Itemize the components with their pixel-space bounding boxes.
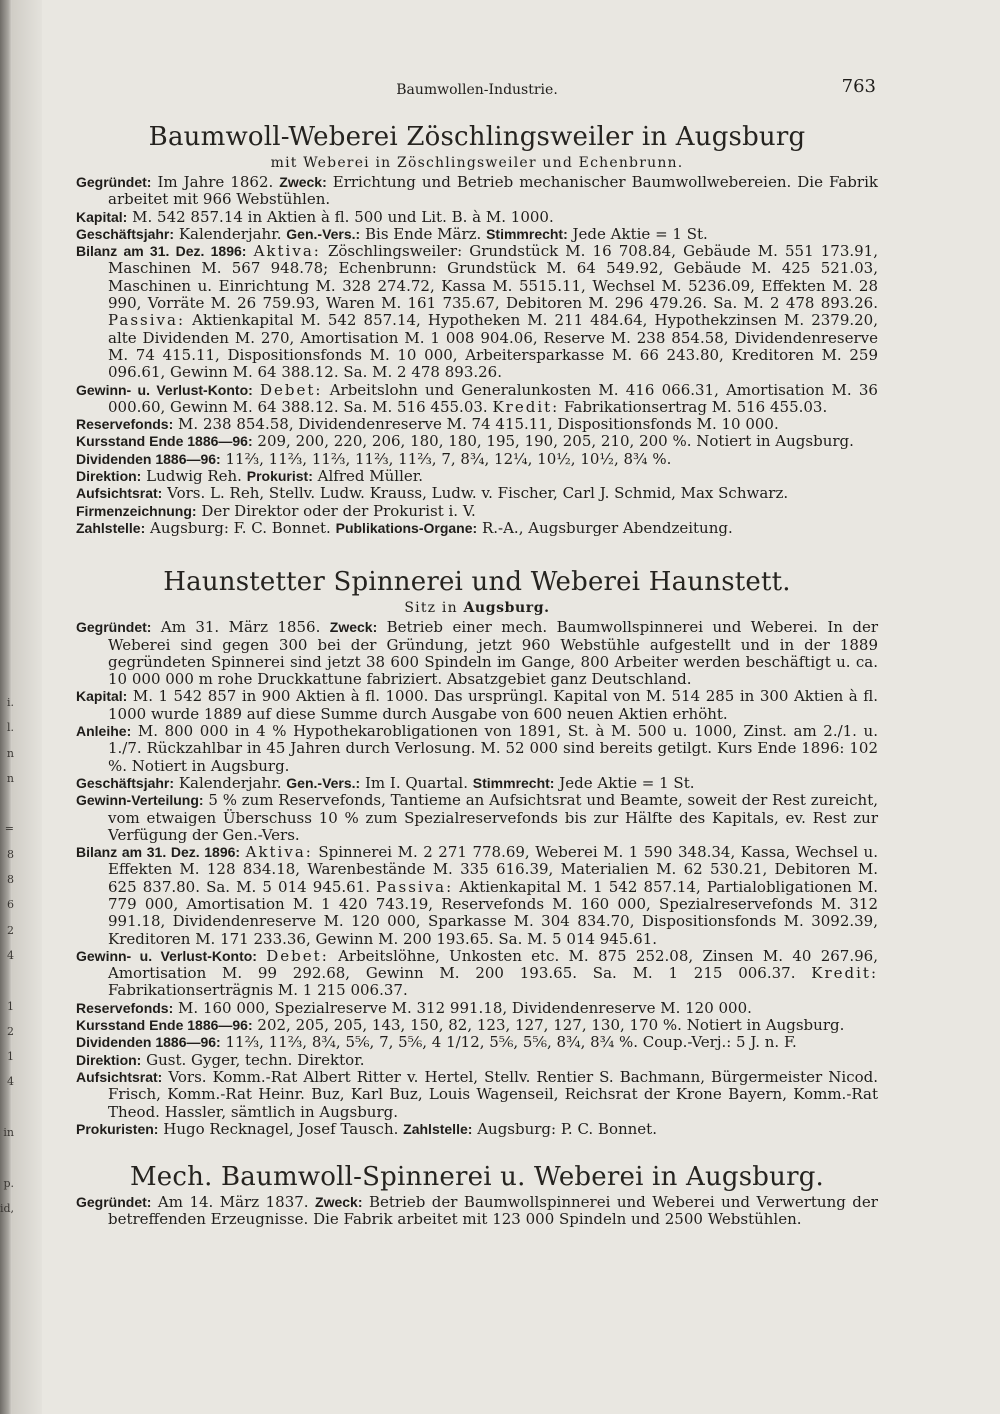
entry-label: Gewinn- u. Verlust-Konto: bbox=[76, 381, 253, 398]
entry-text: Alfred Müller. bbox=[317, 467, 424, 486]
entry-paragraph bbox=[76, 174, 878, 209]
margin-mark bbox=[0, 1145, 14, 1170]
entry-label: Stimmrecht: bbox=[486, 225, 568, 242]
margin-mark: 4 bbox=[7, 1075, 14, 1089]
margin-mark bbox=[0, 968, 14, 993]
entry-text: Kalenderjahr. bbox=[178, 773, 282, 792]
entry-label: Firmenzeichnung: bbox=[76, 502, 197, 519]
entry-paragraph bbox=[76, 948, 878, 1000]
subtitle-city: Augsburg. bbox=[463, 600, 550, 617]
entry-paragraph bbox=[76, 1121, 878, 1138]
entry-label: Kapital: bbox=[76, 688, 128, 705]
entry-paragraph bbox=[76, 1052, 878, 1069]
company-section bbox=[76, 120, 878, 537]
entry-label: Zweck: bbox=[329, 619, 378, 636]
entry-text: Fabrikationsertrag M. 516 455.03. bbox=[563, 397, 828, 416]
section-label: Passiva: bbox=[108, 311, 186, 330]
entry-label: Bilanz am 31. Dez. 1896: bbox=[76, 844, 241, 861]
entry-paragraph bbox=[76, 1194, 878, 1229]
margin-mark: = bbox=[4, 822, 14, 836]
entry-text: Augsburg: F. C. Bonnet. bbox=[150, 518, 331, 537]
entry-label: Gen.-Vers.: bbox=[286, 774, 361, 791]
section-label: Kredit: bbox=[492, 397, 560, 416]
company-title: Haunstetter Spinnerei und Weberei Haunstett. bbox=[163, 567, 791, 598]
entry-text: M. 238 854.58, Dividendenreserve M. 74 415.11, Dispositionsfonds M. 10 000. bbox=[178, 415, 779, 434]
entry-text: Gust. Gyger, techn. Direktor. bbox=[146, 1050, 365, 1069]
entry-text: Jede Aktie = 1 St. bbox=[572, 224, 708, 243]
entry-label: Aufsichtsrat: bbox=[76, 485, 163, 502]
entry-text: Der Direktor oder der Prokurist i. V. bbox=[201, 501, 476, 520]
entry-text: Ludwig Reh. bbox=[146, 467, 242, 486]
entry-label: Publikations-Organe: bbox=[335, 519, 478, 536]
entry-paragraph bbox=[76, 503, 878, 520]
entry-paragraph bbox=[76, 382, 878, 417]
entry-text: M. 800 000 in 4 % Hypothekarobligationen von 1891, St. à M. 500 u. 1000, Zinst. am 2./1. u. 1./7. Rückzahlbar in 45 Jahren durch Verlosung. M. 52 000 sind bereits getilgt. Kurs Ende 1896: 102 %. Notiert in Augsburg. bbox=[108, 722, 878, 775]
margin-mark: 6 bbox=[7, 898, 14, 912]
margin-mark bbox=[0, 1095, 14, 1120]
entry-text: Kalenderjahr. bbox=[178, 224, 282, 243]
entry-text: Aktienkapital M. 542 857.14, Hypotheken M. 211 484.64, Hypothekzinsen M. 2379.20, alte Dividenden M. 270, Amortisation M. 1 008 904.06, Reserve M. 238 854.58, Dividendenreserve M. 74 415.11, Dispositionsfonds M. 10 000, Arbeitersparkasse M. 66 243.80, Kreditoren M. 259 096.61, Gewinn M. 64 388.12. Sa. M. 2 478 893.26. bbox=[108, 311, 878, 382]
entry-label: Direktion: bbox=[76, 1051, 142, 1068]
entry-label: Reservefonds: bbox=[76, 999, 174, 1016]
margin-mark: 8 bbox=[7, 873, 14, 887]
margin-mark: 1 bbox=[7, 999, 14, 1013]
entry-text: Am 31. März 1856. bbox=[160, 618, 321, 637]
company-title: Mech. Baumwoll-Spinnerei u. Weberei in Augsburg. bbox=[129, 1162, 825, 1193]
page-content bbox=[76, 78, 878, 1229]
section-label: Debet: bbox=[260, 380, 323, 399]
entry-label: Gen.-Vers.: bbox=[286, 225, 361, 242]
entry-paragraph bbox=[76, 1034, 878, 1051]
entry-paragraph bbox=[76, 209, 878, 226]
entry-text: Spinnerei M. 2 271 778.69, Weberei M. 1 590 348.34, Kassa, Wechsel u. Effekten M. 128 834.18, Warenbestände M. 335 616.39, Materialien M. 62 530.21, Debitoren M. 625 837.80. Sa. M. 5 014 945.61. bbox=[108, 843, 878, 896]
entry-label: Zahlstelle: bbox=[403, 1120, 473, 1137]
entry-paragraph bbox=[76, 1017, 878, 1034]
entry-label: Aufsichtsrat: bbox=[76, 1068, 163, 1085]
section-label: Kredit: bbox=[811, 964, 878, 983]
entry-label: Reservefonds: bbox=[76, 416, 174, 433]
margin-mark: p. bbox=[3, 1176, 14, 1190]
entry-label: Zahlstelle: bbox=[76, 519, 146, 536]
entry-paragraph bbox=[76, 1000, 878, 1017]
entry-paragraph bbox=[76, 520, 878, 537]
entry-paragraph bbox=[76, 243, 878, 381]
running-head bbox=[76, 78, 878, 104]
entry-label: Geschäftsjahr: bbox=[76, 774, 175, 791]
entry-label: Gegründet: bbox=[76, 1194, 152, 1211]
margin-mark: id, bbox=[0, 1201, 15, 1215]
entry-label: Geschäftsjahr: bbox=[76, 225, 175, 242]
entry-text: Betrieb der Baumwollspinnerei und Weberei und Verwertung der betreffenden Erzeugnisse. Die Fabrik arbeitet mit 123 000 Spindeln und 2500 Webstühlen. bbox=[108, 1193, 878, 1229]
entry-paragraph bbox=[76, 451, 878, 468]
margin-mark: 4 bbox=[7, 948, 14, 962]
company-subtitle: mit Weberei in Zöschlingsweiler und Echenbrunn. bbox=[270, 155, 684, 171]
entry-label: Prokurist: bbox=[246, 468, 313, 485]
entry-text: M. 542 857.14 in Aktien à fl. 500 und Lit. B. à M. 1000. bbox=[132, 207, 554, 226]
section-label: Debet: bbox=[266, 946, 329, 965]
entry-paragraph bbox=[76, 619, 878, 688]
entry-label: Direktion: bbox=[76, 468, 142, 485]
entry-label: Dividenden 1886—96: bbox=[76, 450, 221, 467]
entry-text: 209, 200, 220, 206, 180, 180, 195, 190, 205, 210, 200 %. Notiert in Augsburg. bbox=[257, 432, 854, 451]
margin-mark: 2 bbox=[7, 1024, 14, 1038]
entry-label: Kursstand Ende 1886—96: bbox=[76, 433, 253, 450]
entry-text: Im I. Quartal. bbox=[365, 773, 468, 792]
margin-mark: 8 bbox=[7, 847, 14, 861]
entry-label: Anleihe: bbox=[76, 723, 132, 740]
entry-paragraph bbox=[76, 792, 878, 844]
entry-text: R.-A., Augsburger Abendzeitung. bbox=[481, 518, 733, 537]
entry-text: Aktienkapital M. 1 542 857.14, Partialobligationen M. 779 000, Amortisation M. 1 420 743.19, Reservefonds M. 160 000, Spezialreservefonds M. 312 991.18, Dividendenreserve M. 120 000, Sparkasse M. 304 834.70, Dispositionsfonds M. 3092.39, Kreditoren M. 171 233.36, Gewinn M. 200 193.65. Sa. M. 5 014 945.61. bbox=[108, 877, 878, 948]
entry-label: Zweck: bbox=[315, 1194, 363, 1211]
entry-text: M. 1 542 857 in 900 Aktien à fl. 1000. Das ursprüngl. Kapital von M. 514 285 in 300 Aktien à fl. 1000 wurde 1889 auf diese Summe durch Ausgabe von 600 neuen Aktien erhöht. bbox=[108, 687, 878, 723]
entry-paragraph bbox=[76, 416, 878, 433]
entry-paragraph bbox=[76, 433, 878, 450]
entry-label: Gewinn-Verteilung: bbox=[76, 792, 204, 809]
entry-text: Errichtung und Betrieb mechanischer Baumwollwebereien. Die Fabrik arbeitet mit 966 Webstühlen. bbox=[108, 173, 878, 209]
entry-text: Fabrikationserträgnis M. 1 215 006.37. bbox=[108, 981, 408, 1000]
entry-label: Zweck: bbox=[279, 174, 327, 190]
margin-mark: 1 bbox=[7, 1050, 14, 1064]
entry-paragraph bbox=[76, 688, 878, 723]
entry-label: Kursstand Ende 1886—96: bbox=[76, 1017, 253, 1034]
company-section bbox=[76, 565, 878, 1138]
margin-mark: l. bbox=[6, 721, 14, 735]
entry-text: 5 % zum Reservefonds, Tantieme an Aufsichtsrat und Beamte, soweit der Rest zureicht, vom etwaigen Überschuss 10 % zum Spezialreservefonds bis zur Hälfte des Kapitals, ev. Rest zur Verfügung der Gen.-Vers. bbox=[108, 791, 878, 844]
entry-text: Zöschlingsweiler: Grundstück M. 16 708.84, Gebäude M. 551 173.91, Maschinen M. 567 948.78; Echenbrunn: Grundstück M. 64 549.92, Gebäude M. 425 521.03, Maschinen u. Einrichtung M. 328 274.72, Kassa M. 5515.11, Wechsel M. 5236.09, Effekten M. 28 990, Vorräte M. 26 759.93, Waren M. 161 735.67, Debitoren M. 296 479.26. Sa. M. 2 478 893.26. bbox=[108, 242, 878, 313]
facing-page-edge bbox=[12, 0, 42, 1414]
entry-text: M. 160 000, Spezialreserve M. 312 991.18, Dividendenreserve M. 120 000. bbox=[178, 998, 752, 1017]
margin-mark: i. bbox=[6, 696, 14, 709]
entry-text: Arbeitslöhne, Unkosten etc. M. 875 252.08, Zinsen M. 40 267.96, Amortisation M. 99 292.68, Gewinn M. 200 193.65. Sa. M. 1 215 006.37. bbox=[108, 946, 878, 983]
entry-label: Gewinn- u. Verlust-Konto: bbox=[76, 947, 257, 964]
margin-mark: 2 bbox=[7, 923, 14, 937]
margin-mark: n bbox=[6, 746, 14, 760]
company-list bbox=[76, 120, 878, 1229]
entry-label: Gegründet: bbox=[76, 619, 152, 636]
entry-text: Bis Ende März. bbox=[365, 224, 482, 243]
entry-label: Gegründet: bbox=[76, 174, 152, 190]
subtitle-prefix: Sitz in bbox=[404, 600, 458, 617]
facing-page-margin-marks bbox=[0, 690, 14, 1221]
entry-text: Arbeitslohn und Generalunkosten M. 416 066.31, Amortisation M. 36 000.60, Gewinn M. 64 388.12. Sa. M. 516 455.03. bbox=[108, 380, 878, 416]
company-section bbox=[76, 1160, 878, 1229]
entry-text: 11⅔, 11⅔, 8¾, 5⅚, 7, 5⅚, 4 1/12, 5⅚, 5⅚, 8¾, 8¾ %. Coup.-Verj.: 5 J. n. F. bbox=[225, 1033, 797, 1052]
entry-paragraph bbox=[76, 226, 878, 243]
entry-text: Jede Aktie = 1 St. bbox=[559, 773, 695, 792]
entry-paragraph bbox=[76, 485, 878, 502]
entry-text: 202, 205, 205, 143, 150, 82, 123, 127, 127, 130, 170 %. Notiert in Augsburg. bbox=[257, 1016, 845, 1035]
entry-label: Prokuristen: bbox=[76, 1120, 159, 1137]
section-label: Aktiva: bbox=[245, 843, 313, 862]
entry-text: Augsburg: P. C. Bonnet. bbox=[477, 1119, 657, 1138]
company-title: Baumwoll-Weberei Zöschlingsweiler in Augsburg bbox=[148, 122, 806, 152]
entry-label: Stimmrecht: bbox=[472, 774, 555, 791]
entry-text: Am 14. März 1837. bbox=[157, 1193, 309, 1212]
entry-text: Im Jahre 1862. bbox=[157, 173, 274, 191]
margin-mark bbox=[0, 791, 14, 816]
company-subtitle bbox=[76, 599, 878, 617]
margin-mark: n bbox=[6, 771, 14, 785]
entry-paragraph bbox=[76, 723, 878, 775]
section-label: Aktiva: bbox=[253, 242, 321, 261]
margin-mark: in bbox=[3, 1126, 14, 1140]
entry-text: 11⅔, 11⅔, 11⅔, 11⅔, 11⅔, 7, 8¾, 12¼, 10½, 10½, 8¾ %. bbox=[225, 449, 672, 468]
section-label: Passiva: bbox=[376, 877, 454, 896]
entry-paragraph bbox=[76, 844, 878, 948]
entry-text: Hugo Recknagel, Josef Tausch. bbox=[163, 1119, 399, 1138]
entry-label: Kapital: bbox=[76, 208, 128, 225]
running-head-title: Baumwollen-Industrie. bbox=[396, 82, 558, 98]
entry-paragraph bbox=[76, 1069, 878, 1121]
entry-text: Vors. Komm.-Rat Albert Ritter v. Hertel, Stellv. Rentier S. Bachmann, Bürgermeister Nicod. Frisch, Komm.-Rat Heinr. Buz, Karl Buz, Louis Wagenseil, Reichsrat der Krone Bayern, Komm.-Rat Theod. Hassler, sämtlich in Augsburg. bbox=[108, 1067, 878, 1121]
entry-label: Dividenden 1886—96: bbox=[76, 1034, 221, 1051]
page-number: 763 bbox=[841, 76, 876, 97]
entry-text: Betrieb einer mech. Baumwollspinnerei und Weberei. In der Weberei sind gegen 300 bei der Gründung, jetzt 960 Webstühle aufgestellt und in der 1889 gegründeten Spinnerei sind jetzt 38 600 Spindeln im Gange, 800 Arbeiter werden beschäftigt u. ca. 10 000 000 m rohe Druckkattune fabriziert. Absatzgebiet ganz Deutschland. bbox=[108, 618, 878, 689]
entry-text: Vors. L. Reh, Stellv. Ludw. Krauss, Ludw. v. Fischer, Carl J. Schmid, Max Schwarz. bbox=[167, 484, 789, 503]
entry-paragraph bbox=[76, 468, 878, 485]
entry-paragraph bbox=[76, 775, 878, 792]
entry-label: Bilanz am 31. Dez. 1896: bbox=[76, 243, 247, 260]
